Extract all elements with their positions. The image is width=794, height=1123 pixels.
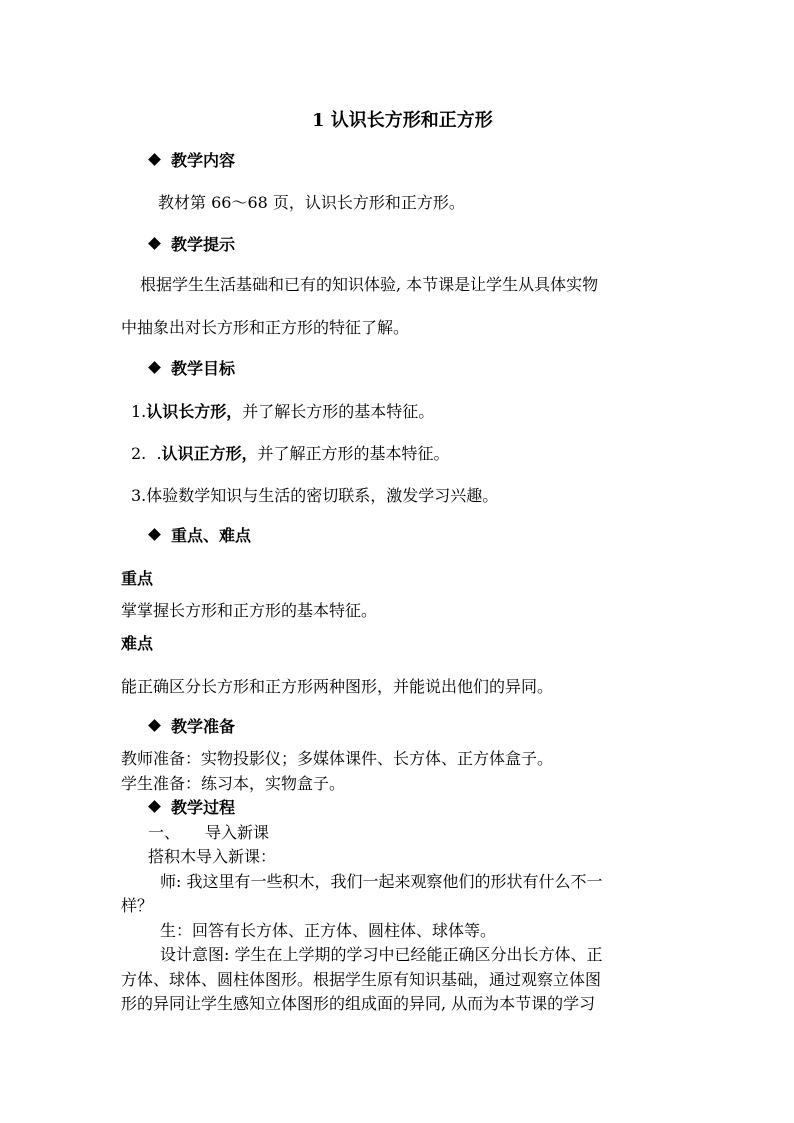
diamond-bullet-icon	[148, 237, 161, 250]
key-label: 重点	[121, 569, 154, 588]
section-heading-label: 教学过程	[171, 798, 236, 817]
process-step-number: 一、	[148, 823, 181, 842]
tips-text-line: 根据学生生活基础和已有的知识体验, 本节课是让学生从具体实物	[140, 275, 599, 294]
diamond-bullet-icon	[148, 800, 161, 813]
section-heading-tips	[150, 232, 235, 255]
goal-rest: 并了解长方形的基本特征。	[242, 402, 435, 421]
section-heading-label: 教学准备	[171, 717, 236, 736]
difficulty-text: 能正确区分长方形和正方形两种图形，并能说出他们的异同。	[121, 677, 554, 696]
section-heading-preparation	[150, 714, 235, 737]
goal-bold: 认识正方形，	[161, 444, 258, 463]
difficulty-label: 难点	[121, 634, 154, 653]
prep-student: 学生准备：练习本，实物盒子。	[121, 774, 346, 793]
section-heading-goals	[150, 356, 235, 379]
section-heading-label: 教学提示	[171, 235, 236, 254]
tips-text-line: 中抽象出对长方形和正方形的特征了解。	[121, 318, 410, 337]
process-design-line: 方体、球体、圆柱体图形。根据学生原有知识基础，通过观察立体图	[121, 970, 602, 989]
goal-rest: 体验数学知识与生活的密切联系，激发学习兴趣。	[146, 486, 499, 505]
process-step-title: 导入新课	[205, 823, 270, 842]
process-design-line: 形的异同让学生感知立体图形的组成面的异同, 从而为本节课的学习	[121, 994, 596, 1013]
goal-bold: 认识长方形，	[146, 402, 243, 421]
diamond-bullet-icon	[148, 361, 161, 374]
goal-rest: 并了解正方形的基本特征。	[257, 444, 450, 463]
content-text: 教材第 66～68 页，认识长方形和正方形。	[158, 193, 465, 212]
goal-item	[131, 441, 450, 464]
page-title: 1 认识长方形和正方形	[312, 110, 493, 131]
goal-prefix: 3.	[131, 486, 147, 505]
diamond-bullet-icon	[148, 528, 161, 541]
key-text: 掌掌握长方形和正方形的基本特征。	[121, 601, 378, 620]
process-teacher-line: 样？	[121, 896, 154, 915]
section-heading-label: 教学内容	[171, 151, 236, 170]
goal-prefix: 1.	[131, 402, 147, 421]
goal-item	[131, 483, 498, 506]
process-teacher-line: 师: 我这里有一些积木，我们一起来观察他们的形状有什么不一	[160, 872, 603, 891]
goal-prefix: 2. .	[131, 444, 162, 463]
section-heading-content	[150, 148, 235, 171]
diamond-bullet-icon	[148, 153, 161, 166]
goal-item	[131, 399, 434, 422]
section-heading-key-points	[150, 523, 251, 546]
process-design-line: 设计意图: 学生在上学期的学习中已经能正确区分出长方体、正	[160, 945, 603, 964]
process-student-line: 生：回答有长方体、正方体、圆柱体、球体等。	[160, 921, 497, 940]
prep-teacher: 教师准备：实物投影仪；多媒体课件、长方体、正方体盒子。	[121, 749, 554, 768]
section-heading-label: 教学目标	[171, 359, 236, 378]
section-heading-process	[150, 795, 235, 818]
diamond-bullet-icon	[148, 719, 161, 732]
section-heading-label: 重点、难点	[171, 526, 252, 545]
process-intro: 搭积木导入新课：	[148, 847, 277, 866]
